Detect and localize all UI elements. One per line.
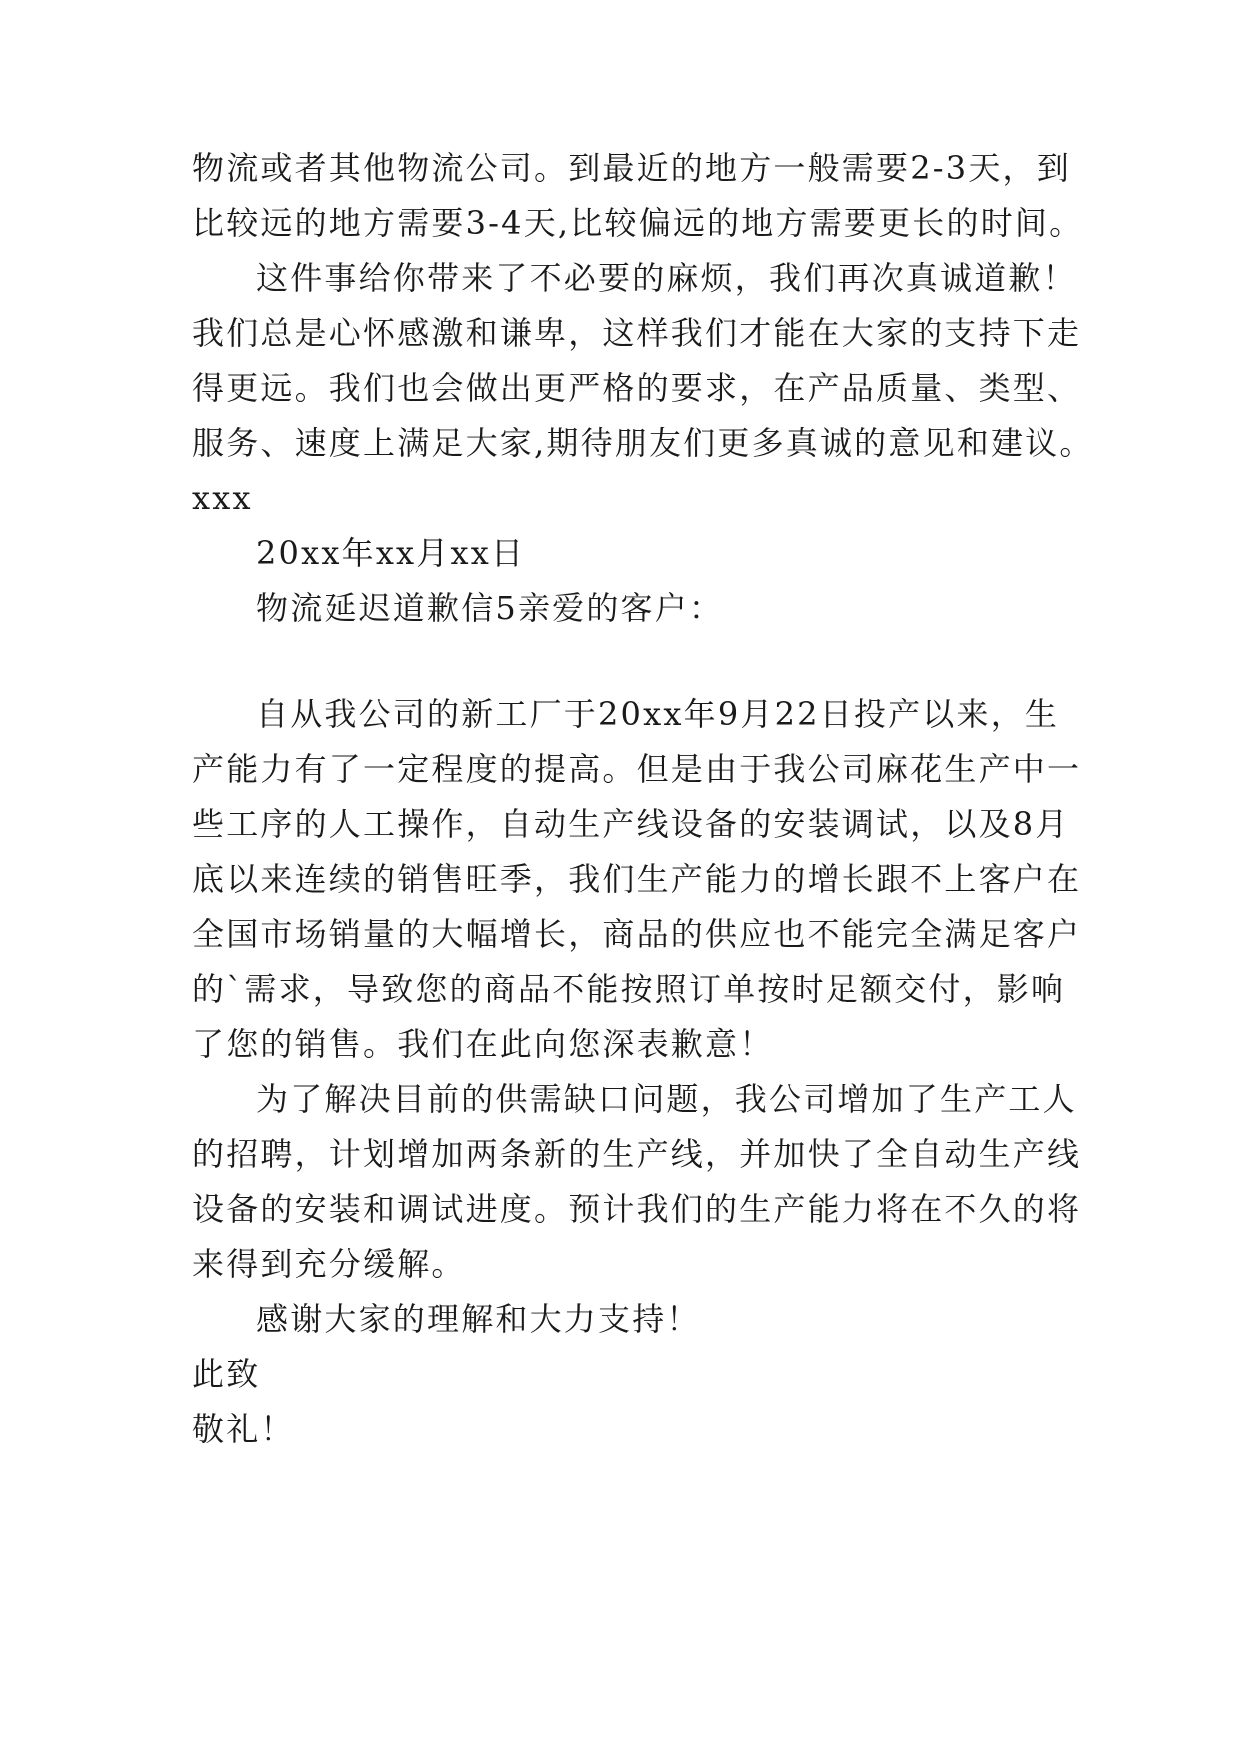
text-line: 来得到充分缓解。 — [192, 1245, 466, 1283]
text-line: 服务、速度上满足大家,期待朋友们更多真诚的意见和建议。 — [192, 424, 1094, 462]
text-line: 产能力有了一定程度的提高。但是由于我公司麻花生产中一 — [192, 750, 1082, 788]
paragraph-start-line: 自从我公司的新工厂于20xx年9月22日投产以来，生 — [256, 695, 1060, 733]
closing-line: 此致 — [192, 1355, 261, 1393]
signature-date: 20xx年xx月xx日 — [256, 534, 526, 572]
text-line: 比较远的地方需要3-4天,比较偏远的地方需要更长的时间。 — [192, 204, 1084, 242]
letter-heading-salutation: 物流延迟道歉信5亲爱的客户： — [256, 589, 724, 627]
text-line: 得更远。我们也会做出更严格的要求，在产品质量、类型、 — [192, 369, 1082, 407]
paragraph-start-line: 为了解决目前的供需缺口问题，我公司增加了生产工人 — [256, 1080, 1077, 1118]
closing-thanks: 感谢大家的理解和大力支持！ — [256, 1300, 701, 1338]
text-line: 的招聘，计划增加两条新的生产线，并加快了全自动生产线 — [192, 1135, 1082, 1173]
text-line: 设备的安装和调试进度。预计我们的生产能力将在不久的将 — [192, 1190, 1082, 1228]
text-line: 了您的销售。我们在此向您深表歉意！ — [192, 1025, 774, 1063]
text-line: 全国市场销量的大幅增长，商品的供应也不能完全满足客户 — [192, 915, 1082, 953]
text-line: 我们总是心怀感激和谦卑，这样我们才能在大家的支持下走 — [192, 314, 1082, 352]
signature-name: xxx — [192, 479, 253, 517]
text-line: 些工序的人工操作，自动生产线设备的安装调试，以及8月 — [192, 805, 1070, 843]
text-line: 底以来连续的销售旺季，我们生产能力的增长跟不上客户在 — [192, 860, 1082, 898]
paragraph-start-line: 这件事给你带来了不必要的麻烦，我们再次真诚道歉！ — [256, 259, 1077, 297]
closing-salute: 敬礼！ — [192, 1410, 295, 1448]
text-line: 的`需求，导致您的商品不能按照订单按时足额交付，影响 — [192, 970, 1066, 1008]
text-line: 物流或者其他物流公司。到最近的地方一般需要2-3天，到 — [192, 149, 1071, 187]
